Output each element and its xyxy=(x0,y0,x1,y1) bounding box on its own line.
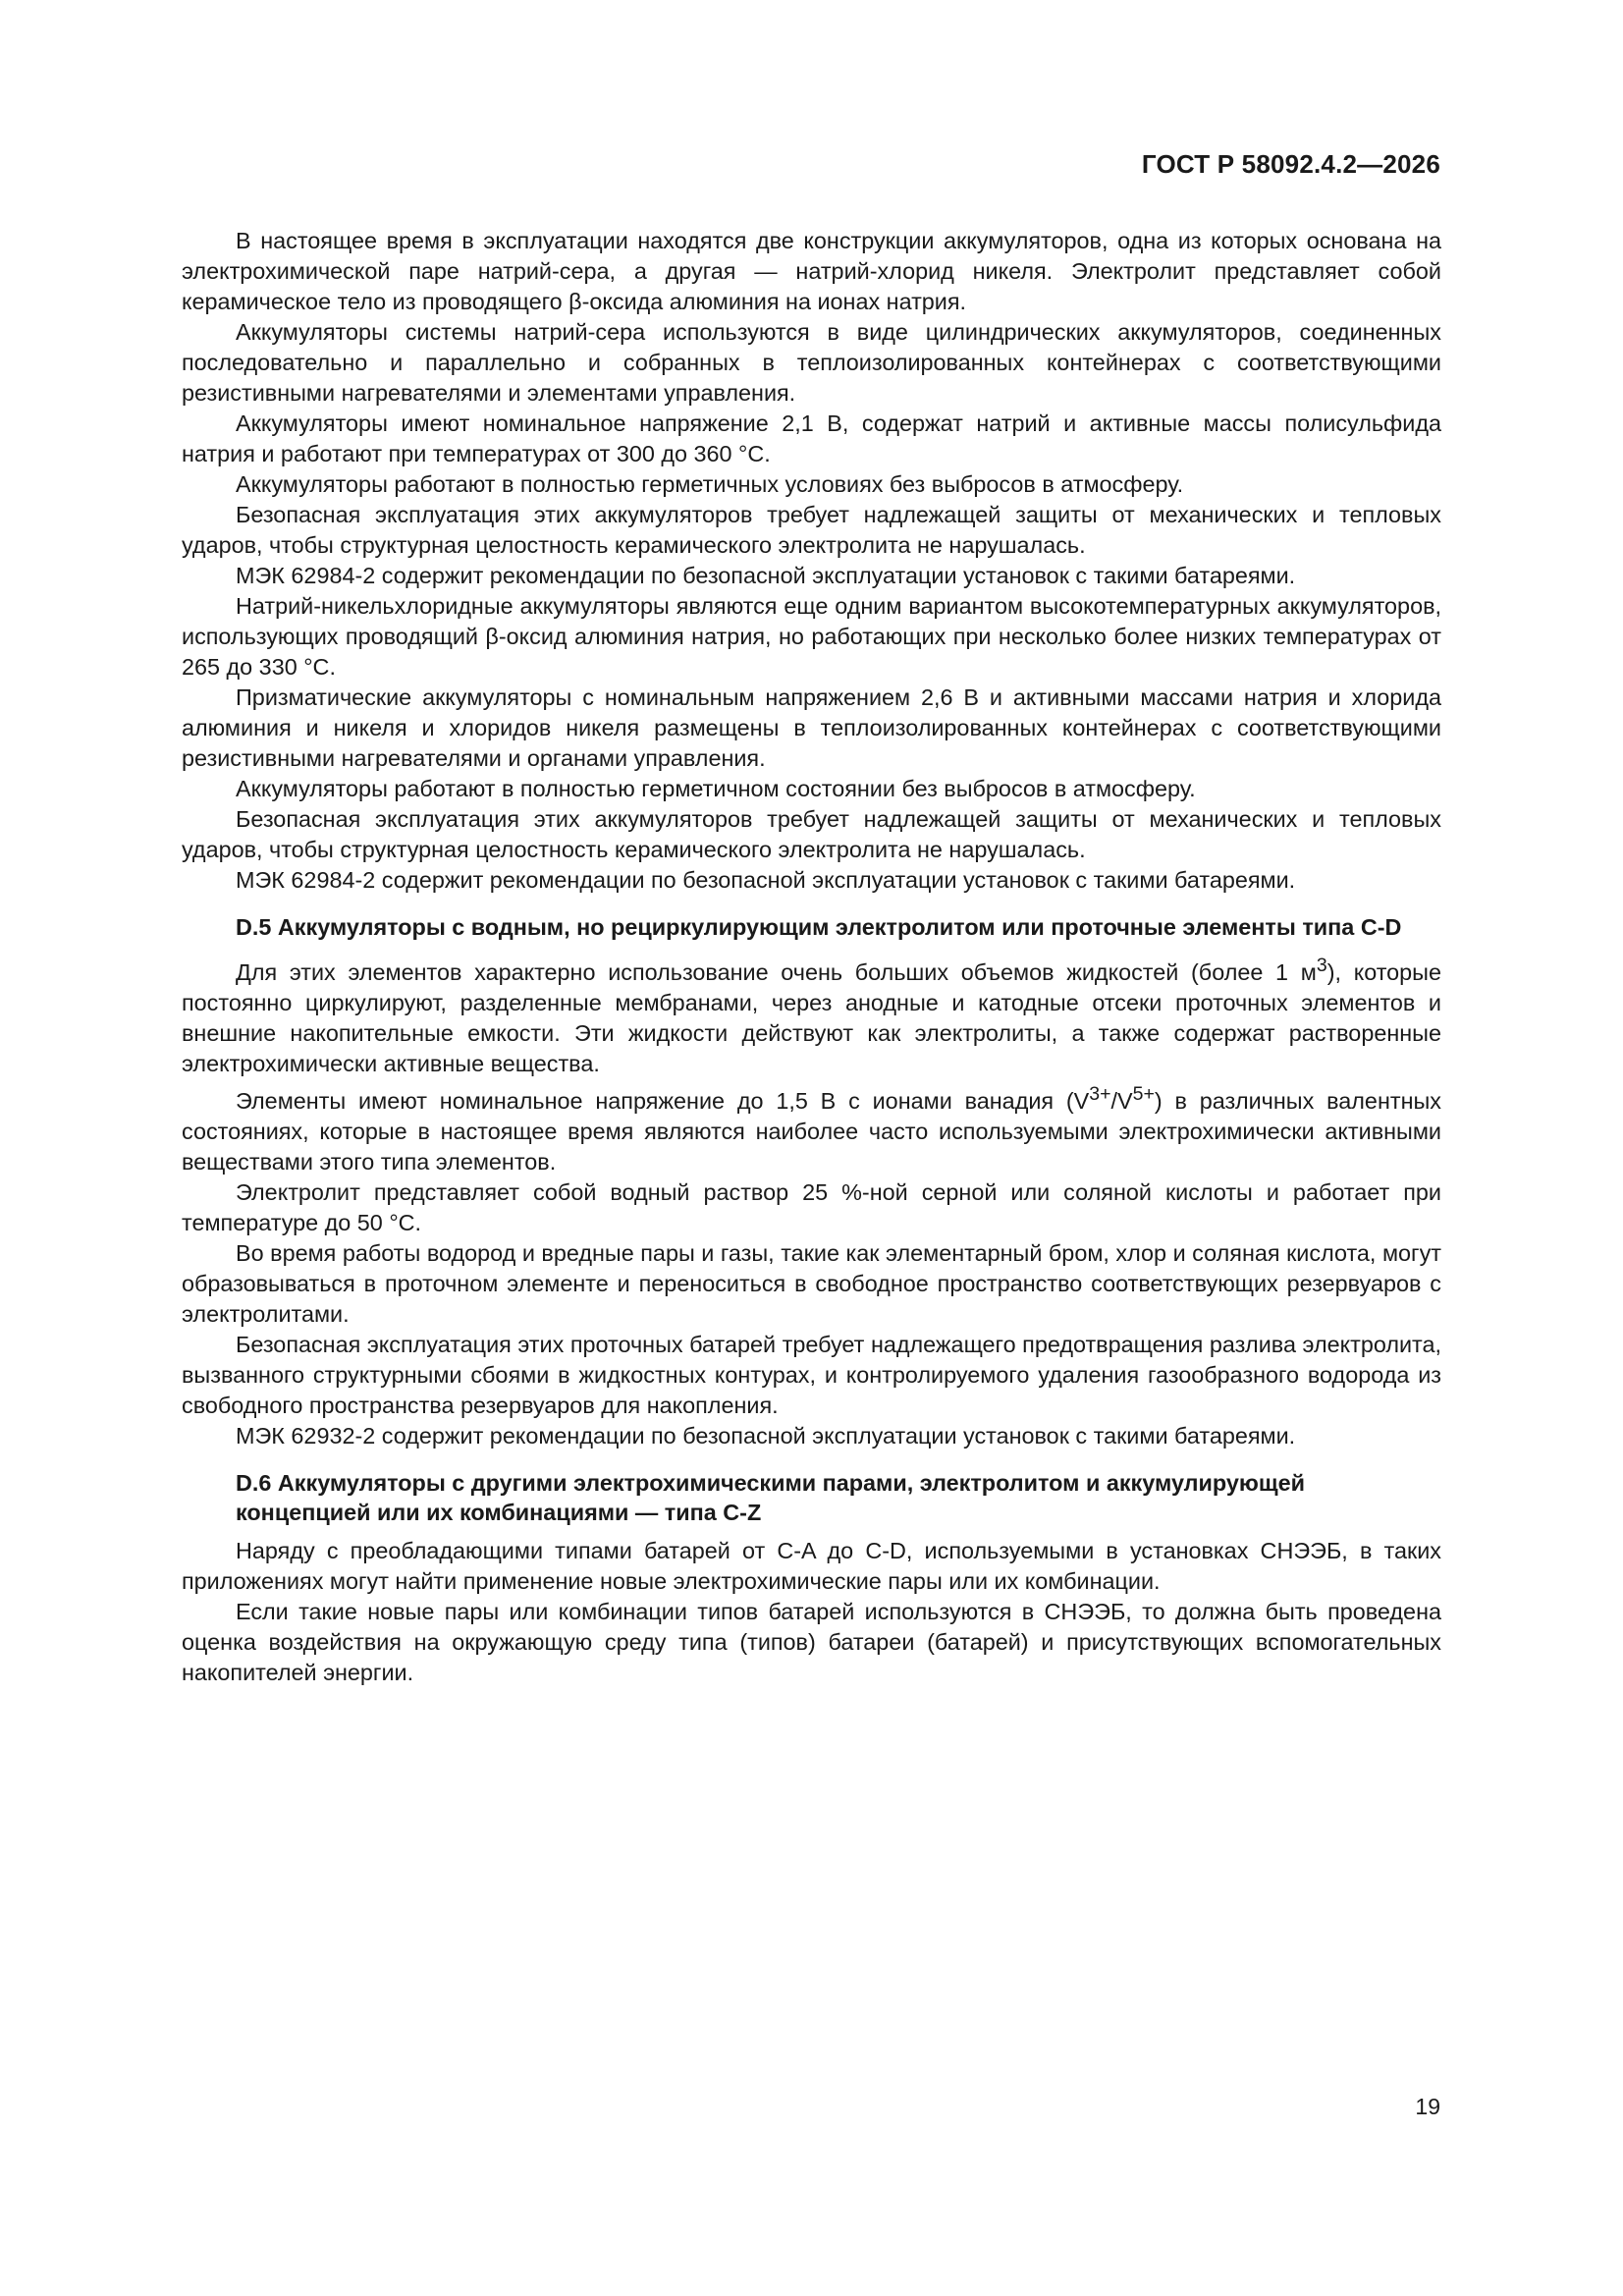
paragraph: МЭК 62984-2 содержит рекомендации по безопасной эксплуатации установок с такими батареями. xyxy=(236,867,1296,893)
superscript: 3 xyxy=(1316,955,1327,976)
text-run: ), которые постоянно циркулируют, разделенные мембранами, через анодные и катодные отсеки проточных элементов и внешние накопительные емкости. Эти жидкости действуют как электролиты, а также содержат растворенные электрохимически активные вещества. xyxy=(182,958,1441,1076)
paragraph: Аккумуляторы имеют номинальное напряжение 2,1 В, содержат натрий и активные массы полисульфида натрия и работают при температурах от 300 до 360 °С. xyxy=(182,410,1441,466)
section-heading-d6: D.6 Аккумуляторы с другими электрохимическими парами, электролитом и аккумулирующей концепцией или их комбинациями — типа C-Z xyxy=(236,1469,1305,1525)
paragraph: Аккумуляторы работают в полностью герметичном состоянии без выбросов в атмосферу. xyxy=(236,776,1196,801)
document-body xyxy=(182,226,1441,1688)
text-run: Элементы имеют номинальное напряжение до 1,5 В с ионами ванадия (V xyxy=(236,1087,1090,1114)
text-run: Для этих элементов характерно использование очень больших объемов жидкостей (более 1 м xyxy=(236,958,1317,985)
paragraph: Призматические аккумуляторы с номинальным напряжением 2,6 В и активными массами натрия и хлорида алюминия и никеля и хлоридов никеля размещены в теплоизолированных контейнерах с соответствующими резистивными нагревателями и органами управления. xyxy=(182,684,1441,771)
paragraph-with-superscript xyxy=(182,1079,1441,1177)
text-run: ) в различных валентных состояниях, которые в настоящее время являются наиболее часто используемыми электрохимически активными веществами этого типа элементов. xyxy=(182,1087,1441,1175)
paragraph: Аккумуляторы системы натрий-сера используются в виде цилиндрических аккумуляторов, соединенных последовательно и параллельно и собранных в теплоизолированных контейнерах с соответствующими резистивными нагревателями и элементами управления. xyxy=(182,319,1441,406)
paragraph: Безопасная эксплуатация этих проточных батарей требует надлежащего предотвращения разлива электролита, вызванного структурными сбоями в жидкостных контурах, и контролируемого удаления газообразного водорода из свободного пространства резервуаров для накопления. xyxy=(182,1331,1441,1418)
paragraph-with-superscript xyxy=(182,951,1441,1079)
paragraph: МЭК 62984-2 содержит рекомендации по безопасной эксплуатации установок с такими батареями. xyxy=(236,563,1296,588)
paragraph: Натрий-никельхлоридные аккумуляторы являются еще одним вариантом высокотемпературных аккумуляторов, использующих проводящий β-оксид алюминия натрия, но работающих при несколько более низких температурах от 265 до 330 °С. xyxy=(182,593,1441,680)
paragraph: МЭК 62932-2 содержит рекомендации по безопасной эксплуатации установок с такими батареями. xyxy=(236,1422,1296,1449)
superscript: 3+ xyxy=(1089,1082,1111,1105)
paragraph: Во время работы водород и вредные пары и газы, такие как элементарный бром, хлор и соляная кислота, могут образовываться в проточном элементе и переноситься в свободное пространство соответствующих резервуаров с электролитами. xyxy=(182,1239,1441,1327)
page-number: 19 xyxy=(1415,2094,1440,2119)
text-run: /V xyxy=(1110,1087,1133,1114)
paragraph: В настоящее время в эксплуатации находятся две конструкции аккумуляторов, одна из которых основана на электрохимической паре натрий-сера, а другая — натрий-хлорид никеля. Электролит представляет собой керамическое тело из проводящего β-оксида алюминия на ионах натрия. xyxy=(182,228,1441,314)
superscript: 5+ xyxy=(1132,1082,1155,1105)
section-heading-d5: D.5 Аккумуляторы с водным, но рециркулирующим электролитом или проточные элементы типа C-D xyxy=(236,914,1402,940)
paragraph: Электролит представляет собой водный раствор 25 %-ной серной или соляной кислоты и работает при температуре до 50 °С. xyxy=(182,1178,1441,1235)
paragraph: Если такие новые пары или комбинации типов батарей используются в СНЭЭБ, то должна быть проведена оценка воздействия на окружающую среду типа (типов) батареи (батарей) и присутствующих вспомогательных накопителей энергии. xyxy=(182,1598,1441,1685)
paragraph: Аккумуляторы работают в полностью герметичных условиях без выбросов в атмосферу. xyxy=(236,471,1184,497)
paragraph: Безопасная эксплуатация этих аккумуляторов требует надлежащей защиты от механических и тепловых ударов, чтобы структурная целостность керамического электролита не нарушалась. xyxy=(182,502,1441,558)
paragraph: Безопасная эксплуатация этих аккумуляторов требует надлежащей защиты от механических и тепловых ударов, чтобы структурная целостность керамического электролита не нарушалась. xyxy=(182,806,1441,862)
paragraph: Наряду с преобладающими типами батарей от C-A до C-D, используемыми в установках СНЭЭБ, в таких приложениях могут найти применение новые электрохимические пары или их комбинации. xyxy=(182,1537,1442,1594)
document-header: ГОСТ Р 58092.4.2—2026 xyxy=(1141,149,1440,179)
